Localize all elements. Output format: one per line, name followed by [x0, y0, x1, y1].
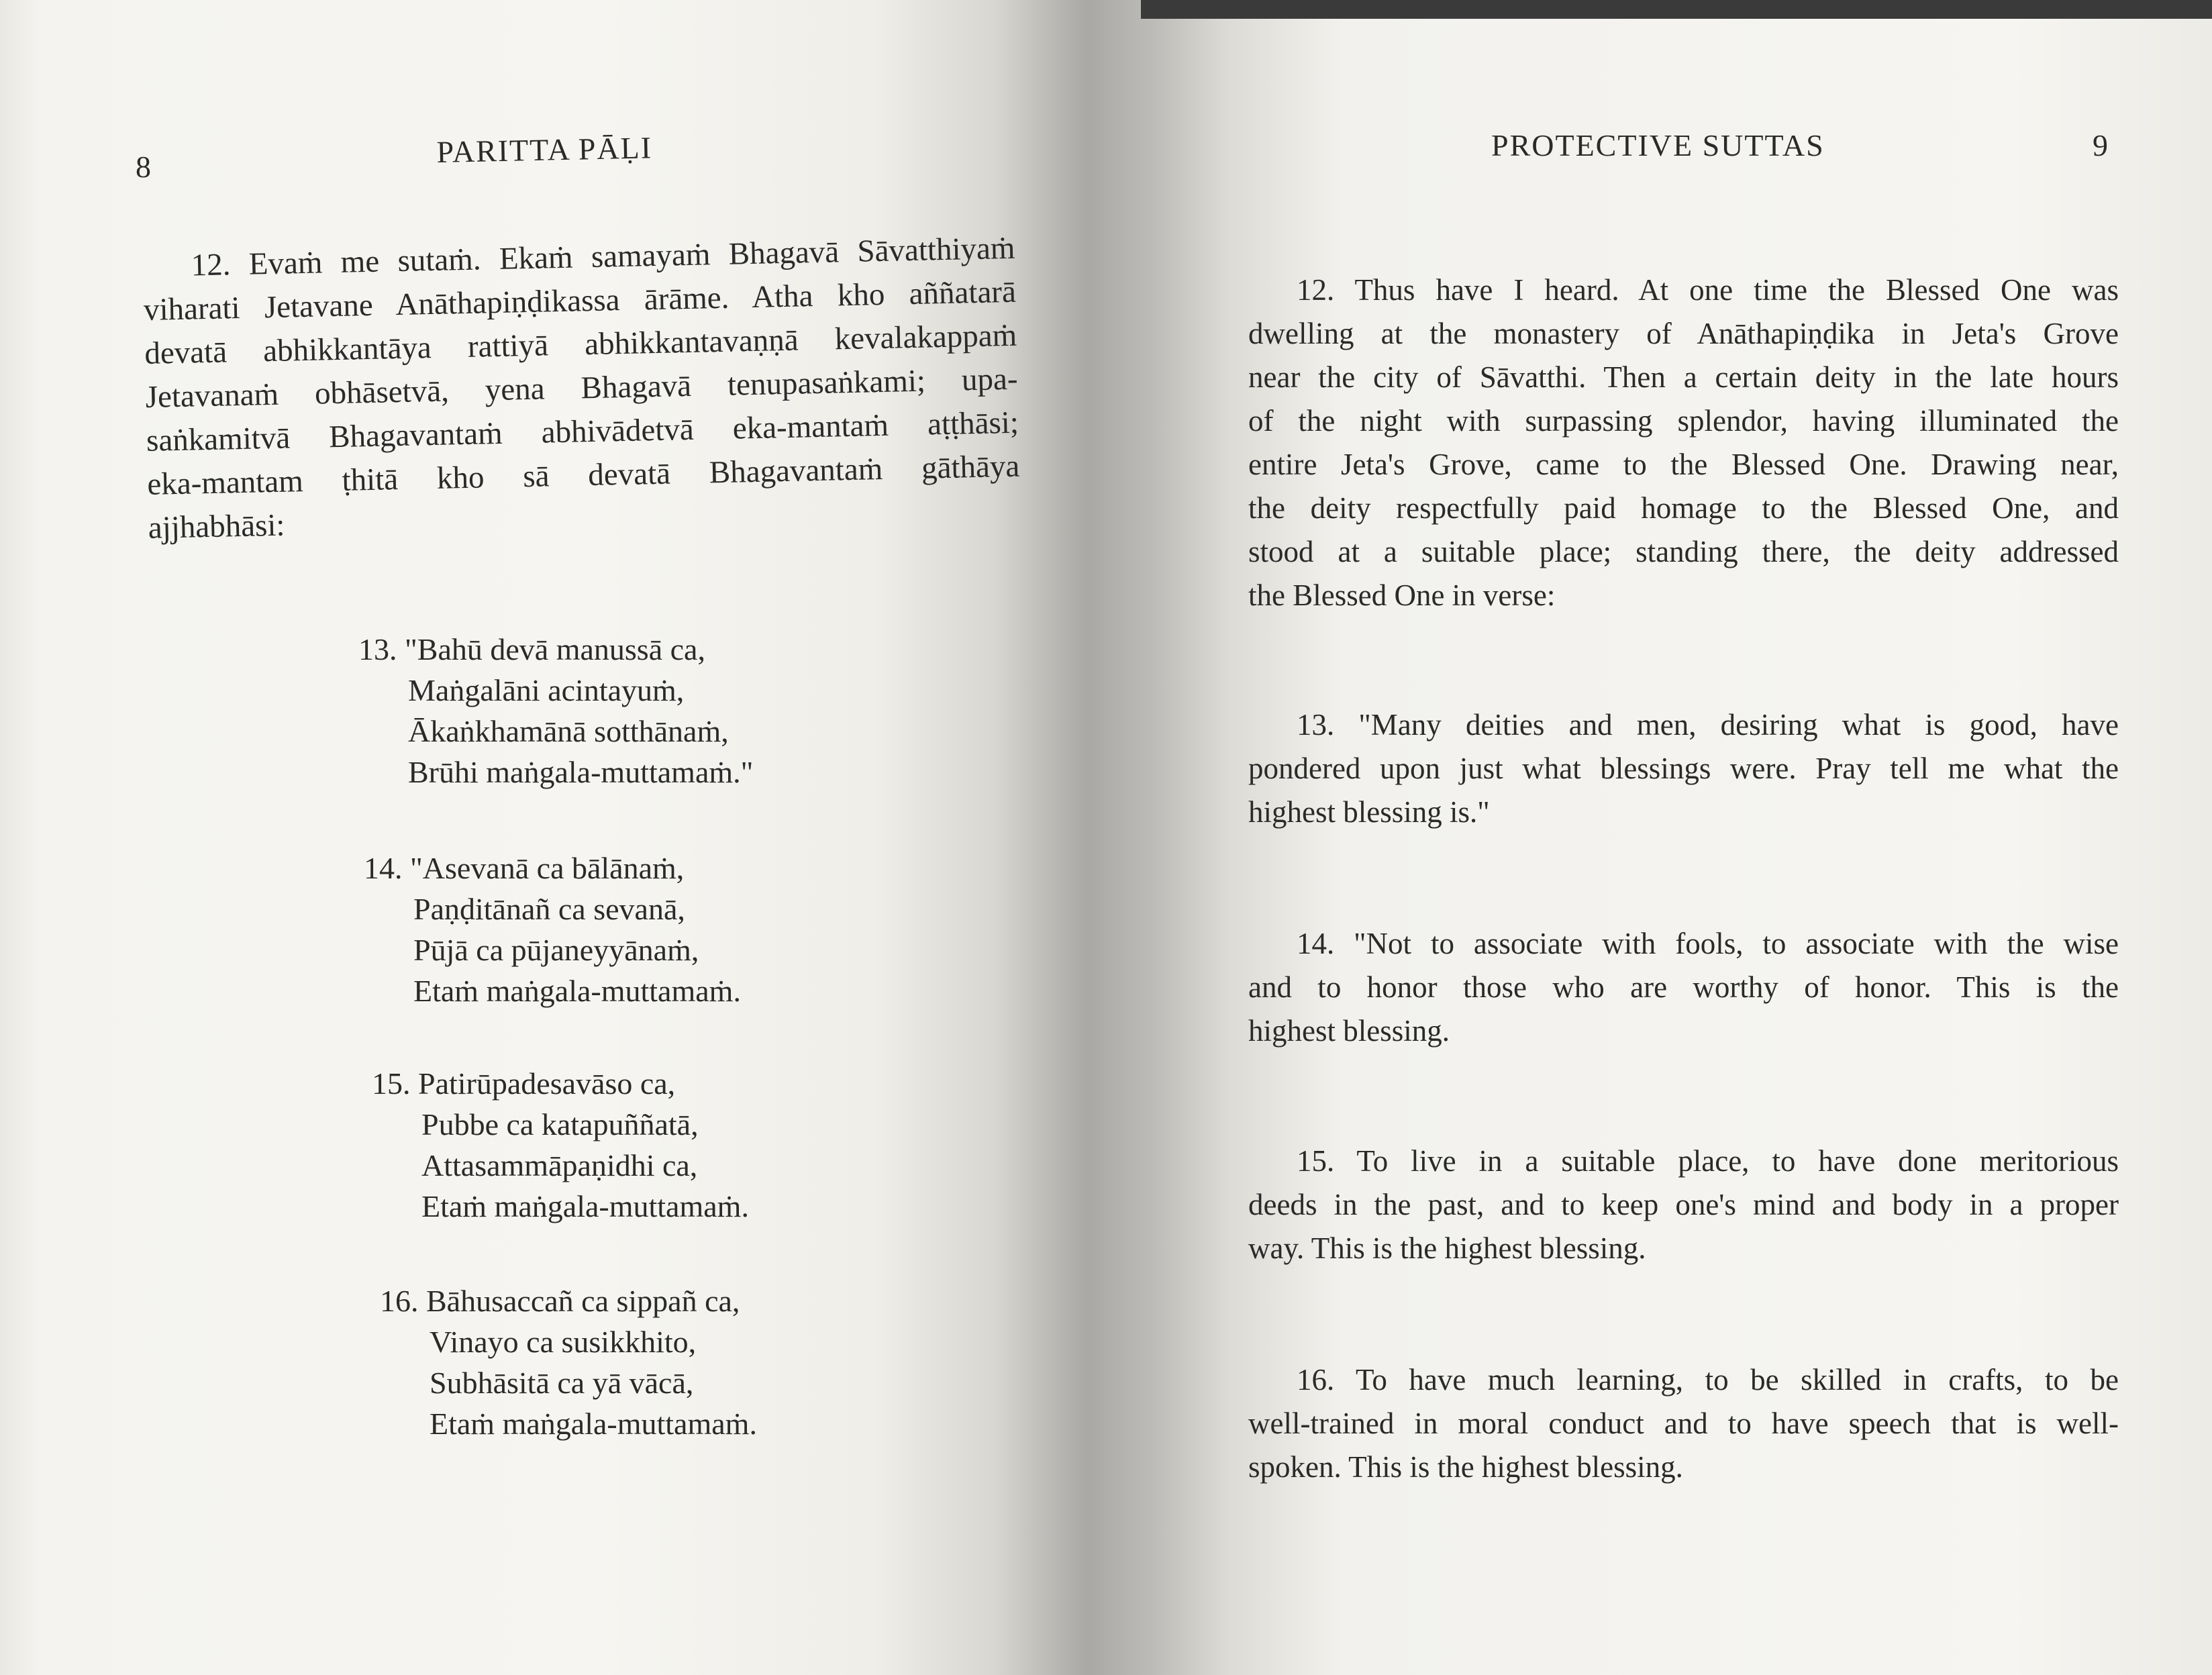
- text-line: eka-mantam ṭhitā kho sā devatā Bhagavantaṁ gāthāya: [146, 448, 1020, 502]
- verse-line: Bāhusaccañ ca sippañ ca,: [426, 1284, 740, 1318]
- verse-16-pali: [380, 1280, 757, 1444]
- verse-line: Pūjā ca pūjaneyyānaṁ,: [413, 933, 699, 967]
- text-line: 15. To live in a suitable place, to have done meritorious: [1297, 1144, 2119, 1178]
- text-line: entire Jeta's Grove, came to the Blessed One. Drawing near,: [1248, 448, 2119, 481]
- text-line: 12. Evaṁ me sutaṁ. Ekaṁ samayaṁ Bhagavā Sāvatthiyaṁ: [191, 230, 1015, 283]
- text-line: highest blessing.: [1248, 1014, 1450, 1048]
- verse-line: Ākaṅkhamānā sotthānaṁ,: [408, 714, 729, 748]
- verse-13-pali: [358, 629, 753, 793]
- text-line: Jetavanaṁ obhāsetvā, yena Bhagavā tenupasaṅkami; upa-: [145, 361, 1019, 415]
- text-line: devatā abhikkantāya rattiyā abhikkantavaṇṇā kevalakappaṁ: [144, 317, 1017, 371]
- verse-15-pali: [372, 1063, 749, 1227]
- paragraph-13-english: [1248, 703, 2119, 834]
- text-line: the deity respectfully paid homage to the Blessed One, and: [1248, 491, 2119, 525]
- text-line: well-trained in moral conduct and to have speech that is well-: [1248, 1407, 2119, 1440]
- text-line: ajjhabhāsi:: [148, 507, 285, 546]
- verse-line: Etaṁ maṅgala-muttamaṁ.: [430, 1407, 757, 1441]
- text-line: highest blessing is.": [1248, 795, 1490, 829]
- paragraph-15-english: [1248, 1139, 2119, 1270]
- verse-line: Etaṁ maṅgala-muttamaṁ.: [421, 1189, 749, 1223]
- verse-line: Vinayo ca susikkhito,: [430, 1325, 697, 1359]
- verse-14-pali: [364, 848, 741, 1011]
- page-number-left: 8: [136, 150, 151, 184]
- verse-number: 13.: [358, 632, 397, 666]
- text-line: 13. "Many deities and men, desiring what is good, have: [1297, 708, 2119, 742]
- paragraph-12-english: [1248, 268, 2119, 617]
- paragraph-14-english: [1248, 922, 2119, 1053]
- verse-line: Pubbe ca katapuññatā,: [421, 1107, 699, 1141]
- text-line: dwelling at the monastery of Anāthapiṇḍika in Jeta's Grove: [1248, 317, 2119, 350]
- text-line: saṅkamitvā Bhagavantaṁ abhivādetvā eka-mantaṁ aṭṭhāsi;: [146, 405, 1019, 458]
- text-line: and to honor those who are worthy of honor. This is the: [1248, 970, 2119, 1004]
- verse-line: Attasammāpaṇidhi ca,: [421, 1148, 698, 1182]
- text-line: 16. To have much learning, to be skilled in crafts, to be: [1297, 1363, 2119, 1397]
- verse-line: Paṇḍitānañ ca sevanā,: [413, 892, 685, 926]
- text-line: of the night with surpassing splendor, having illuminated the: [1248, 404, 2119, 438]
- page-number-right: 9: [2093, 128, 2108, 162]
- verse-number: 16.: [380, 1284, 419, 1318]
- scan-edge: [1141, 0, 2212, 19]
- verse-line: "Asevanā ca bālānaṁ,: [410, 851, 685, 885]
- text-line: 14. "Not to associate with fools, to associate with the wise: [1297, 927, 2119, 960]
- verse-line: Maṅgalāni acintayuṁ,: [408, 673, 685, 707]
- text-line: pondered upon just what blessings were. Pray tell me what the: [1248, 752, 2119, 785]
- text-line: near the city of Sāvatthi. Then a certain deity in the late hours: [1248, 360, 2119, 394]
- text-line: way. This is the highest blessing.: [1248, 1231, 1646, 1265]
- verse-line: Patirūpadesavāso ca,: [418, 1066, 676, 1101]
- verse-line: Etaṁ maṅgala-muttamaṁ.: [413, 974, 741, 1008]
- verse-line: Brūhi maṅgala-muttamaṁ.": [408, 755, 754, 789]
- text-line: 12. Thus have I heard. At one time the Blessed One was: [1297, 273, 2119, 307]
- text-line: deeds in the past, and to keep one's mind and body in a proper: [1248, 1188, 2119, 1221]
- paragraph-16-english: [1248, 1358, 2119, 1489]
- verse-number: 14.: [364, 851, 403, 885]
- running-head-left: PARITTA PĀḶI: [436, 130, 653, 169]
- text-line: stood at a suitable place; standing there, the deity addressed: [1248, 535, 2119, 568]
- text-line: spoken. This is the highest blessing.: [1248, 1450, 1683, 1484]
- text-line: the Blessed One in verse:: [1248, 578, 1556, 612]
- verse-line: "Bahū devā manussā ca,: [405, 632, 705, 666]
- running-head-right: PROTECTIVE SUTTAS: [1491, 128, 1825, 162]
- text-line: viharati Jetavane Anāthapiṇḍikassa ārāme. Atha kho aññatarā: [143, 274, 1017, 327]
- paragraph-12-pali: [142, 227, 1021, 550]
- verse-line: Subhāsitā ca yā vācā,: [430, 1366, 694, 1400]
- verse-number: 15.: [372, 1066, 411, 1101]
